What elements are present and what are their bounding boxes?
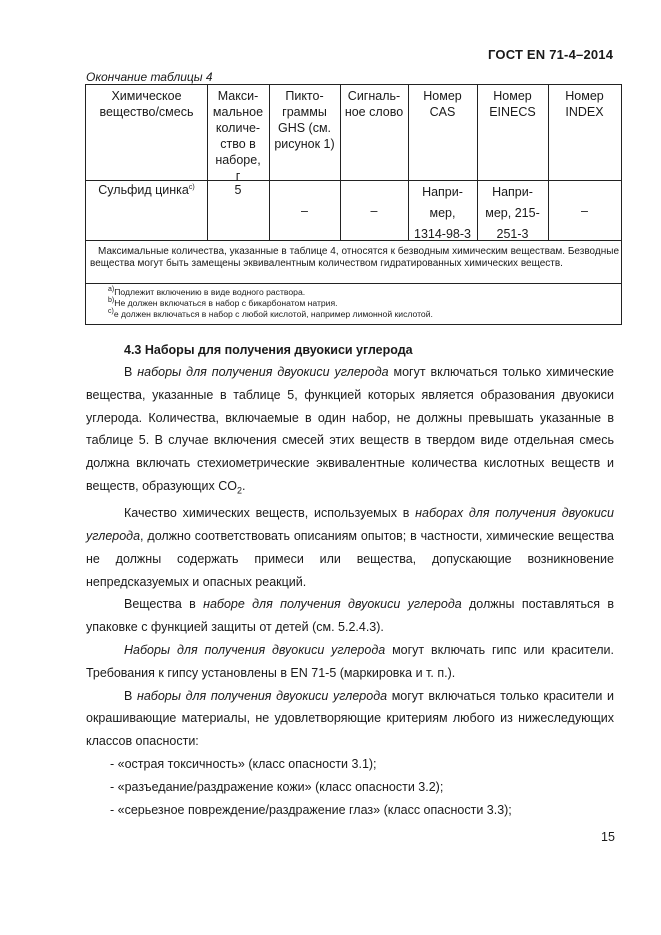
paragraph-3: Вещества в наборе для получения двуокиси углерода должны поставляться в упаковке с функцией защиты от детей (см. 5.2.4.3). [86, 597, 614, 635]
cell-einecs: Напри- мер, 215- 251-3 [485, 185, 540, 241]
header-pictograms: Пикто- граммы GHS (см. рисунок 1) [274, 89, 335, 151]
footnote-c: $^{c)}$е должен включаться в набор с любой кислотой, например лимонной кислотой. [108, 308, 433, 319]
header-substance: Химическое вещество/смесь [99, 89, 194, 119]
cell-signal-word: – [370, 204, 378, 218]
table-note: Максимальные количества, указанные в таблице 4, относятся к безводным химическим веществам. Безводные вещества могут быть замещены эквивалентным количеством гидратированных химических веществ. [90, 246, 619, 269]
cell-index: – [581, 204, 588, 218]
section-body [86, 361, 614, 821]
paragraph-4: Наборы для получения двуокиси углерода могут включать гипс или красители. Требования к гипсу установлены в EN 71-5 (маркировка и т. п.). [86, 643, 615, 680]
list-item: - «разъедание/раздражение кожи» (класс опасности 3.2); [110, 779, 444, 794]
paragraph-5: В наборы для получения двуокиси углерода могут включаться только красители и окрашивающие материалы, не удовлетворяющие критериям любого из нижеследующих классов опасности: [86, 688, 615, 749]
header-index: Номер INDEX [565, 89, 604, 119]
header-cas: Номер CAS [423, 89, 462, 119]
paragraph-2: Качество химических веществ, используемых в наборах для получения двуокиси углерода, должно соответствовать описаниям опытов; в частности, химические вещества не должны содержать примеси или вещества, допускающие возникновение непредсказуемых и опасных реакций. [86, 506, 614, 589]
page-number: 15 [601, 830, 615, 844]
header-max-quantity: Макси- мальное количе- ство в наборе, г [212, 89, 264, 183]
cell-cas: Напри- мер, 1314-98-3 [414, 185, 471, 241]
list-item: - «серьезное повреждение/раздражение глаз» (класс опасности 3.3); [110, 802, 512, 817]
section-heading: 4.3 Наборы для получения двуокиси углерода [124, 343, 413, 357]
footnote-a: $^{a)}$Подлежит включению в виде водного раствора. [108, 286, 306, 297]
header-signal-word: Сигналь- ное слово [344, 89, 404, 119]
substance-table [85, 84, 622, 325]
row-divider [86, 283, 621, 284]
standard-designation: ГОСТ EN 71-4–2014 [488, 47, 614, 62]
list-item: - «острая токсичность» (класс опасности 3.1); [110, 757, 377, 772]
cell-quantity: 5 [234, 183, 242, 197]
footnote-b: $^{b)}$Не должен включаться в набор с бикарбонатом натрия. [108, 297, 338, 308]
table-caption: Окончание таблицы 4 [86, 70, 213, 84]
row-divider [86, 180, 621, 181]
cell-substance: Сульфид цинка$^{c)}$ [98, 183, 195, 197]
paragraph-1: В наборы для получения двуокиси углерода могут включаться только химические вещества, указанные в таблице 5, функцией которых является образования двуокиси углерода. Количества, включаемые в один набор, не должны превышать указанные в таблице 5. В случае включения смесей этих веществ в твердом виде отдельная смесь должна включать стехиометрические эквивалентные количества кислотных веществ и веществ, образующих $CO_2$. [86, 365, 615, 496]
cell-pictograms: – [301, 204, 308, 218]
header-einecs: Номер EINECS [489, 89, 536, 119]
